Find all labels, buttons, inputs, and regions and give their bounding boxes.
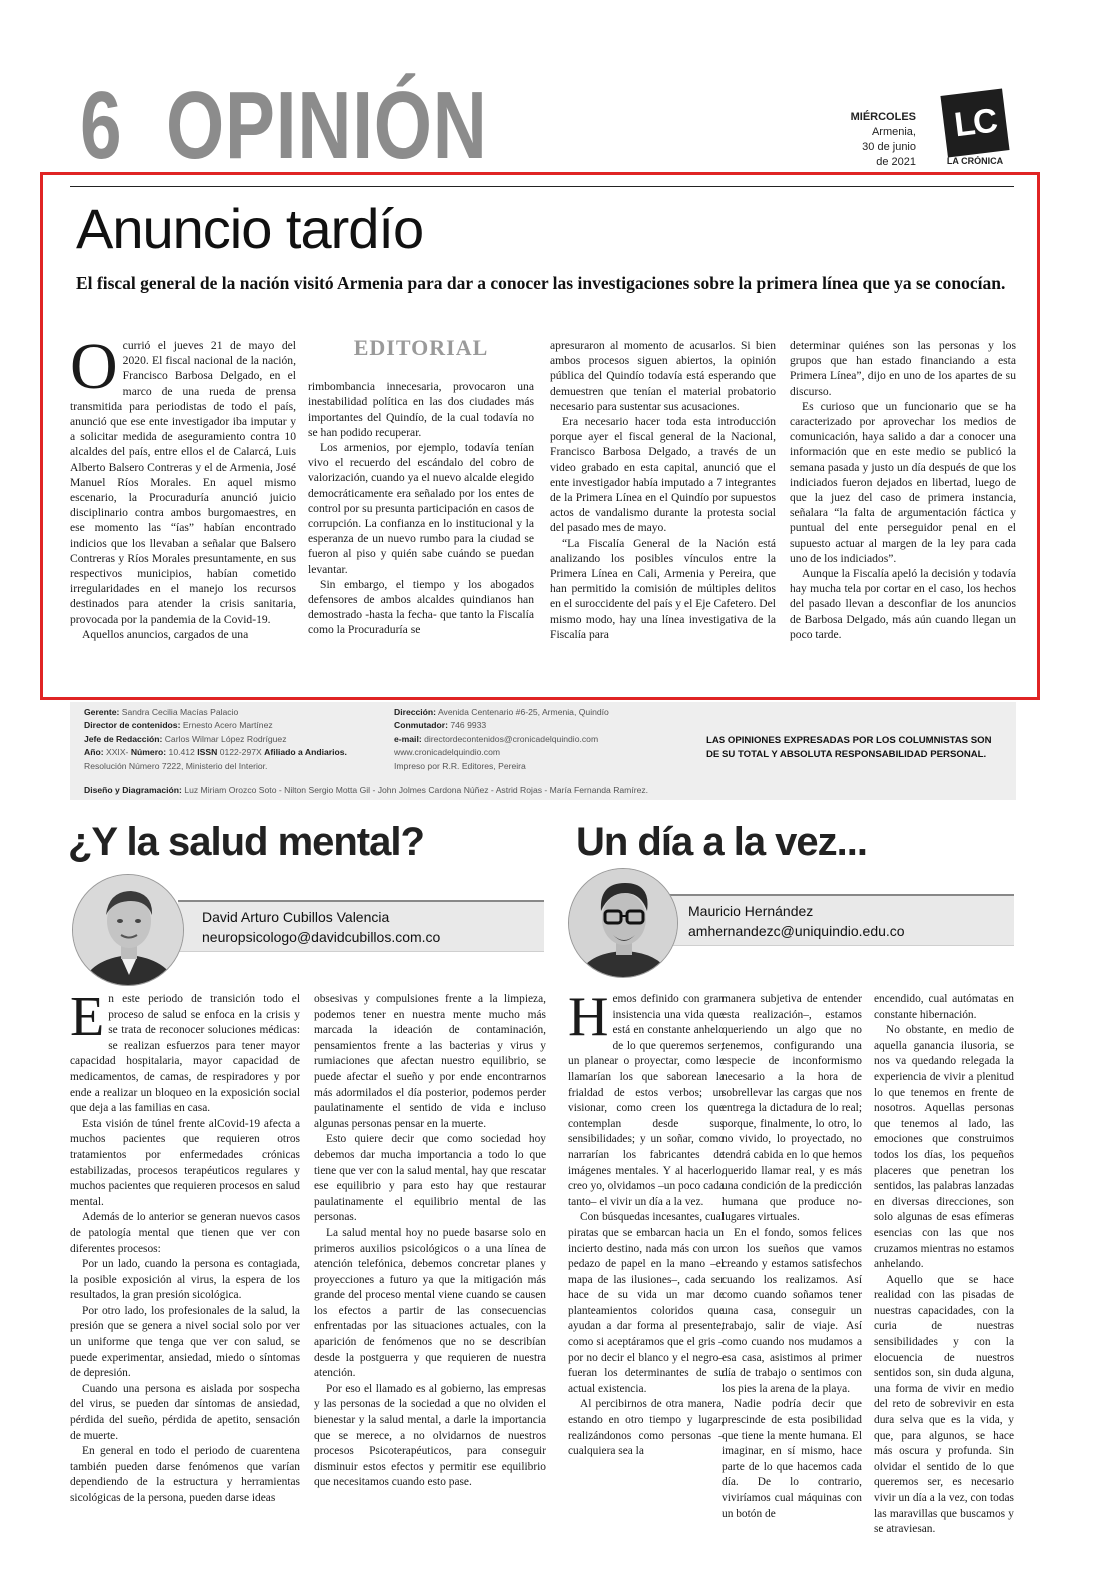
staff-gerente: Sandra Cecilia Macías Palacio (121, 707, 239, 717)
column-dropcap: H (568, 986, 609, 1048)
staff-credits-box (70, 702, 1016, 800)
editorial-dropcap: O (70, 330, 118, 403)
author-photo-left (73, 875, 184, 986)
issue-date-line1: 30 de junio (862, 141, 916, 153)
avatar (568, 868, 678, 978)
newspaper-logo (940, 88, 1009, 157)
author-bar-right (666, 894, 1014, 946)
staff-director: Ernesto Acero Martínez (182, 720, 273, 731)
column-paragraph: La salud mental hoy no puede basarse solo en primeros auxilios psicológicos o a una línea de atención telefónica, debemos concretar planes y proyecciones a futuro ya que la mitigación más grande del proceso mental viene cuando se causen los efectos a partir de las consecuencias enfrentadas por las situaciones actuales, con la aparición de fenómenos que no se describían desde la postguerra y que requieren de nuestra atención. (314, 1226, 546, 1380)
column-right-text-1 (568, 986, 724, 1460)
editorial-paragraph: Es curioso que un funcionario que se ha caracterizado por aprovechar los medios de comunicación, haya salido a dar a conocer una información que en este medio se publicó la semana pasada y justo un día después de que los indiciados fueron dejados en libertad, luego de que la juez del caso de primera instancia, señalara “la falta de argumentación fáctica y puntual del ente perseguidor penal en el supuesto actuar al margen de la ley para cada uno de los indiciados”. (790, 399, 1016, 565)
editorial-column-2 (308, 335, 534, 638)
staff-address: Avenida Centenario #6-25, Armenia, Quindío (437, 707, 609, 717)
column-paragraph: Esto quiere decir que como sociedad hoy debemos dar mucha importancia a todo lo que tiene que ver con la salud mental, hay que rescatar ese equilibrio y para esto hay que restaurar paulatinamente el equilibrio mental de las personas. (314, 1133, 546, 1224)
staff-credits-contact: Dirección: Avenida Centenario #6-25, Armenia, Quindío Conmutador: 746 9933 e-mail: directordecontenidos@cronicadelquindio.com www.cronicadelquindio.com Impreso por R.R. Editores, Pereira (394, 706, 684, 773)
column-paragraph: En este periodo de transición todo el proceso de salud se enfoca en la crisis y se trata de reconocer soluciones médicas: se realizan esfuerzos para tener mayor capacidad hospitalaria, mayor capacidad de medicamentos, de camas, de respiradores y por ende a realizar un bloqueo en la exposición social que deja a las familias en casa. (70, 986, 300, 1115)
logo-letters: LC (952, 101, 998, 144)
column-paragraph: Esta visión de túnel frente alCovid-19 afecta a muchos pacientes que requieren otros tratamientos por enfermedades crónicas estabilizadas, procesos terapéuticos regulares y muchos pacientes que requieren procesos en salud mental. (70, 1117, 300, 1208)
author-photo-right (569, 869, 678, 978)
author-email[interactable]: neuropsicologo@davidcubillos.com.co (202, 929, 441, 945)
column-dropcap: E (70, 986, 105, 1048)
staff-printer: Impreso por R.R. Editores, Pereira (394, 760, 526, 771)
staff-jefe: Carlos Wilmar López Rodríguez (164, 733, 287, 744)
editorial-column-1 (70, 330, 296, 642)
column-title-right: Un día a la vez... (576, 820, 868, 864)
column-right-text-3 (874, 992, 1014, 1538)
column-paragraph: Por otro lado, los profesionales de la salud, la presión que se genera a nivel social solo por ver un uniforme que tenga que ver con salud, se puede experimentar, ansiedad, miedo o síntomas de depresión. (70, 1304, 300, 1380)
editorial-paragraph: rimbombancia innecesaria, provocaron una inestabilidad política en las dos ciudades más importantes del Quindío, de la cual todavía no se han podido recuperar. (308, 380, 534, 439)
column-paragraph: Por un lado, cuando la persona es contagiada, la posible exposición al virus, la espera de los resultados, la gran presión sicológica. (70, 1258, 300, 1302)
column-paragraph: manera subjetiva de entender esta realización–, estamos queriendo un algo que no tenemos, configurando una especie de inconformismo necesario a la hora de sobrellevar las cargas que nos entrega la dictadura de lo real; porque, finalmente, lo otro, lo no vivido, lo proyectado, no tendrá cabida en lo que hemos querido llamar real, y es más una condición de la predicción humana que produce no-lugares virtuales. (722, 993, 862, 1224)
editorial-column-4 (790, 338, 1016, 642)
editorial-paragraph: determinar quiénes son las personas y los grupos que han estado financiando a esta Primera Línea”, dijo en uno de los apartes de su discurso. (790, 339, 1016, 398)
staff-phone: 746 9933 (450, 720, 487, 731)
author-bar-left (178, 900, 544, 952)
column-paragraph: Nadie podría decir que prescinde de esta posibilidad que tiene la mente humana. El imaginar, en sí mismo, hace parte de lo que hacemos cada día. De lo contrario, viviríamos cual máquinas con un botón de (722, 1398, 862, 1520)
issue-weekday: MIÉRCOLES (850, 111, 916, 123)
editorial-column-3 (550, 338, 776, 642)
column-left-text-2 (314, 992, 546, 1491)
issue-date-line2: de 2021 (876, 156, 916, 168)
column-paragraph: Al percibirnos de otra manera, estando en otro tiempo y lugar, realizándonos como personas –cualquiera sea la (568, 1398, 724, 1458)
author-name: Mauricio Hernández (688, 903, 814, 919)
issue-city: Armenia, (871, 126, 916, 138)
staff-website[interactable]: www.cronicadelquindio.com (394, 747, 501, 758)
editorial-deck: El fiscal general de la nación visitó Armenia para dar a conocer las investigaciones sobre la primera línea que ya se conocían. (76, 273, 1006, 293)
column-paragraph: obsesivas y compulsiones frente a la limpieza, podemos tener en nuestra mente mucho más marcada la ideación de contaminación, pensamientos frente a las bacterias y virus y rumiaciones que afectan nuestro equilibrio, se puede afectar el sueño y por ende encontrarnos más adormilados el día posterior, podemos perder paulatinamente el sentido de vida e incluso algunas personas pensar en la muerte. (314, 993, 546, 1130)
editorial-headline: Anuncio tardío (76, 197, 424, 260)
column-paragraph: Con búsquedas incesantes, cual piratas que se embarcan hacia un incierto destino, nada más con un pedazo de papel en la mano –el mapa de las ilusiones–, cada ser hace de su vida un mar de planteamientos coloridos que ayudan a dar forma al presente, como si aceptáramos que el gris –por no decir el blanco y el negro– fueran los determinantes de su actual existencia. (568, 1211, 724, 1395)
editorial-top-rule (70, 186, 1014, 187)
issue-date (820, 110, 916, 174)
editorial-paragraph: “La Fiscalía General de la Nación está analizando los posibles vínculos entre la Primera Línea en Cali, Armenia y Pereira, que han permitido la comisión de múltiples delitos en el suroccidente del país y el Eje Cafetero. Del mismo modo, hay una línea investigativa de la Fiscalía para (550, 536, 776, 641)
column-paragraph: Además de lo anterior se generan nuevos casos de patología mental que tienen que ver con diferentes procesos: (70, 1211, 300, 1255)
staff-email[interactable]: directordecontenidos@cronicadelquindio.com (424, 733, 599, 744)
column-paragraph: encendido, cual autómatas en constante hibernación. (874, 993, 1014, 1021)
editorial-paragraph: Aunque la Fiscalía apeló la decisión y todavía hay mucha tela por cortar en el caso, los hechos del pasado llevan a desconfiar de los anuncios de Barbosa Delgado, más aún cuando llegan un poco tarde. (790, 567, 1016, 641)
column-paragraph: Hemos definido con gran insistencia una vida que está en constante anhelo de lo que queremos ser; un planear o proyectar, como le llamarían los que saborean la frialdad de estos verbos; un visionar, como creen los que contemplan desde sus sensibilidades; y un soñar, como narrarían los fabricantes de imágenes mentales. Y al hacerlo, creo yo, olvidamos –un poco cada tanto– el vivir un día a la vez. (568, 986, 724, 1208)
column-left-text-1 (70, 986, 300, 1507)
avatar (72, 874, 184, 986)
column-paragraph: Aquello que se hace realidad con las pisadas de nuestras capacidades, con la curia de nuestras sensibilidades y con la elocuencia de nuestros sentidos son, sin duda alguna, una forma de vivir en medio del reto de sobrevivir en esta dura selva que es la vida, y que, para algunos, se hace más oscura y profunda. Sin olvidar el sentido de lo que queremos ser, es necesario vivir un día a la vez, con todas las maravillas que buscamos y se atraviesan. (874, 1273, 1014, 1536)
section-title: OPINIÓN (166, 72, 488, 179)
staff-credits-left: Gerente: Sandra Cecilia Macías Palacio Director de contenidos: Ernesto Acero Martínez Jefe de Redacción: Carlos Wilmar López Rodríguez Año: XXIX- Número: 10.412 ISSN 0122-297X Afiliado a Andiarios. Resolución Número 7222, Ministerio del Interior. (84, 706, 384, 773)
column-paragraph: En general en todo el periodo de cuarentena también pueden darse fenómenos que varían dependiendo de la estructura y herramientas sicológicas de la persona, pueden darse ideas (70, 1445, 300, 1504)
editorial-paragraph: apresuraron al momento de acusarlos. Si bien ambos procesos siguen abiertos, la opinión pública del Quindío todavía está esperando que demuestren que tenían el material probatorio necesario para sustentar sus acusaciones. (550, 339, 776, 413)
column-paragraph: Por eso el llamado es al gobierno, las empresas y las personas de la sociedad a que no olviden el bienestar y la salud mental, a darle la importancia que se merece, a no olvidarnos de nuestros procesos Psicoterapéuticos, para conseguir disminuir estos efectos y permitir ese equilibrio que necesitamos cuando esto pase. (314, 1382, 546, 1489)
editorial-paragraph: Era necesario hacer toda esta introducción porque ayer el fiscal general de la Nacional, Francisco Barbosa Delgado, a través de un video grabado en esta capital, anunció que el ente investigador había imputado a 7 integrantes de la Primera Línea en el Quindío por supuestos actos de vandalismo durante la protesta social del pasado mes de mayo. (550, 415, 776, 535)
editorial-paragraph: Ocurrió el jueves 21 de mayo del 2020. El fiscal nacional de la nación, Francisco Barbosa Delgado, en el marco de una rueda de prensa transmitida para periodistas de todo el país, anunció que ese ente investigador iba imputar y a solicitar medida de aseguramiento contra 10 alcaldes del país, entre ellos el de Calarcá, Luis Alberto Balsero Contreras y el de Armenia, José Manuel Ríos Morales. En aquel mismo escenario, la Procuraduría anunció juicio disciplinario contra ambos burgomaestres, en ese momento las “ías” habían encontrado indicios que los llevaban a señalar que Balsero Contreras y Ríos Morales presuntamente, en sus respectivos municipios, habían cometido irregularidades en el manejo los recursos destinados para atender la crisis sanitaria, provocada por la pandemia de la Covid-19. (70, 330, 296, 626)
columnist-disclaimer: LAS OPINIONES EXPRESADAS POR LOS COLUMNISTAS SON DE SU TOTAL Y ABSOLUTA RESPONSABILIDAD PERSONAL. (706, 735, 992, 760)
logo-caption: LA CRÓNICA (946, 156, 1004, 166)
column-right-text-2 (722, 992, 862, 1522)
author-name: David Arturo Cubillos Valencia (202, 909, 390, 925)
column-paragraph: No obstante, en medio de aquella ganancia ilusoria, se nos va quedando relegada la experiencia de vivir a plenitud lo que tenemos en frente de nosotros. Aquellas personas que tenemos al lado, las emociones que construimos todos los días, los pequeños placeres que penetran los sentidos, las palabras lanzadas en diversas direcciones, son solo algunas de esas efímeras esencias con las que nos cruzamos mientras no estamos anhelando. (874, 1024, 1014, 1271)
editorial-paragraph: Sin embargo, el tiempo y los abogados defensores de ambos alcaldes quindianos han demostrado -hasta la fecha- que tanto la Fiscalía como la Procuraduría se (308, 577, 534, 637)
staff-resolucion: Resolución Número 7222, Ministerio del Interior. (84, 760, 268, 771)
column-paragraph: En el fondo, somos felices con los sueños que vamos creando y estamos satisfechos cuando los realizamos. Así como cuando soñamos tener una casa, conseguir un trabajo, salir de viaje. Así como cuando nos mudamos a esa casa, asistimos al primer día de trabajo o sentimos con los pies la arena de la playa. (722, 1226, 862, 1395)
editorial-label: EDITORIAL (353, 335, 489, 360)
page-number: 6 (80, 72, 121, 179)
column-title-left: ¿Y la salud mental? (68, 820, 424, 864)
editorial-paragraph: Los armenios, por ejemplo, todavía tenían vivo el recuerdo del escándalo del cobro de valorización, cuando ya el nuevo alcalde elegido democráticamente era señalado por los entes de control por su presunta participación en casos de corrupción. La confianza en lo institucional y la esperanza de un nuevo rumbo para la ciudad se fueron al piso y quién sabe cuándo se puedan levantar. (308, 441, 534, 576)
staff-design-credits: Diseño y Diagramación: Luz Miriam Orozco Soto - Nilton Sergio Motta Gil - John Jolmes Cardona Núñez - Astrid Rojas - María Fernanda Ramírez. (84, 785, 649, 795)
column-paragraph: Cuando una persona es aislada por sospecha del virus, se pueden dar síntomas de ansiedad, pérdida del sueño, pérdida de apetito, sensación de muerte. (70, 1382, 300, 1442)
author-email[interactable]: amhernandezc@uniquindio.edu.co (688, 923, 905, 939)
editorial-paragraph: Aquellos anuncios, cargados de una (82, 627, 249, 641)
